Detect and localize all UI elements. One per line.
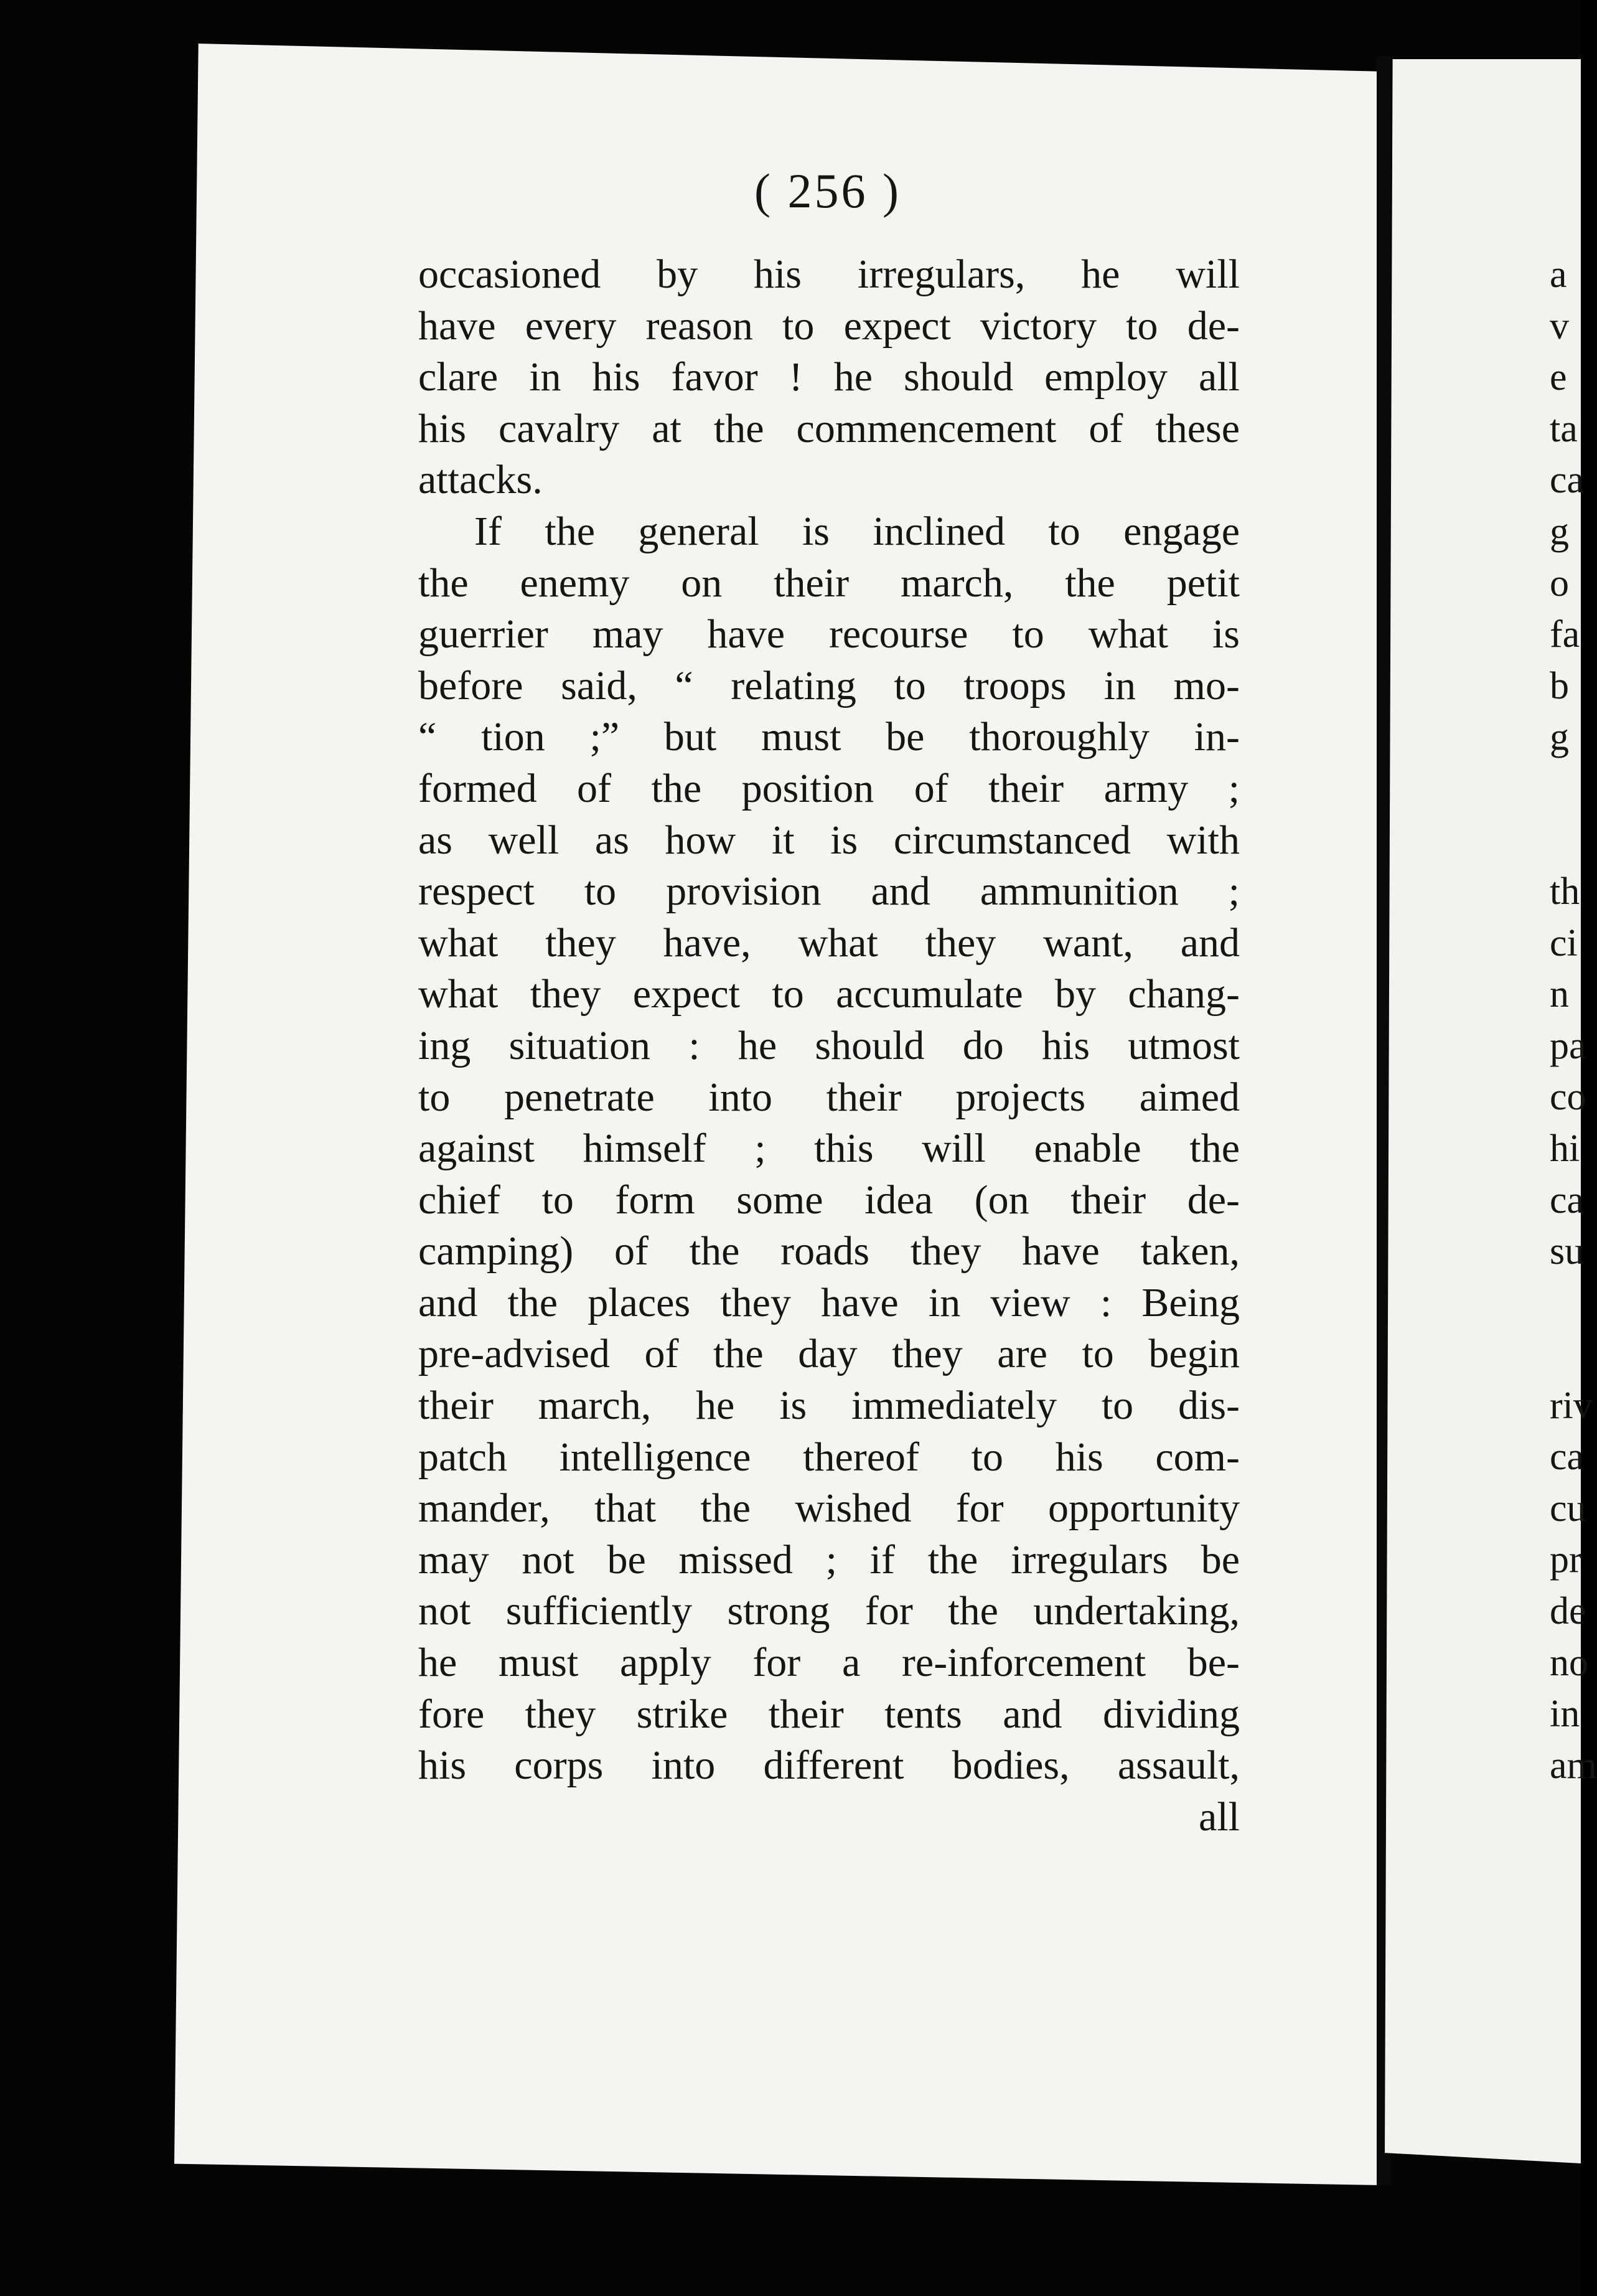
text-line: camping) of the roads they have taken, — [418, 1228, 1240, 1274]
text-line: their march, he is immediately to dis- — [418, 1383, 1240, 1429]
text-line: respect to provision and ammunition ; — [418, 868, 1240, 915]
text-line: to penetrate into their projects aimed — [418, 1074, 1240, 1120]
text-line: clare in his favor ! he should employ all — [418, 354, 1240, 400]
catchword: all — [1199, 1794, 1240, 1840]
text-line: mander, that the wished for opportunity — [418, 1485, 1240, 1531]
text-line: patch intelligence thereof to his com- — [418, 1434, 1240, 1480]
fragment: th — [1550, 870, 1580, 913]
text-line: against himself ; this will enable the — [418, 1126, 1240, 1172]
text-line: his cavalry at the commencement of these — [418, 405, 1240, 451]
fragment: de — [1550, 1590, 1586, 1633]
text-line: may not be missed ; if the irregulars be — [418, 1536, 1240, 1583]
text-line: pre-advised of the day they are to begin — [418, 1331, 1240, 1377]
text-line: he must apply for a re-inforcement be- — [418, 1640, 1240, 1686]
fragment: o — [1550, 562, 1569, 605]
fragment: am — [1550, 1744, 1597, 1787]
fragment: fa — [1550, 613, 1580, 656]
fragment: pr — [1550, 1538, 1582, 1581]
fragment: in — [1550, 1693, 1580, 1736]
fragment: no — [1550, 1641, 1588, 1684]
paragraph-start-line: If the general is inclined to engage — [474, 508, 1240, 554]
text-line: ing situation : he should do his utmost — [418, 1022, 1240, 1068]
fragment: g — [1550, 716, 1569, 759]
text-line: before said, “ relating to troops in mo- — [418, 662, 1240, 708]
fragment: su — [1550, 1230, 1585, 1273]
text-line: attacks. — [418, 457, 543, 503]
fragment: ca — [1550, 1179, 1585, 1221]
fragment: v — [1550, 304, 1569, 347]
text-line: as well as how it is circumstanced with — [418, 817, 1240, 863]
fragment: ca — [1550, 1436, 1585, 1479]
page-number: ( 256 ) — [754, 164, 901, 218]
text-line: fore they strike their tents and dividing — [418, 1691, 1240, 1737]
fragment: e — [1550, 356, 1567, 399]
fragment: n — [1550, 973, 1569, 1016]
fragment: ta — [1550, 407, 1578, 450]
text-line: occasioned by his irregulars, he will — [418, 252, 1240, 297]
text-line: have every reason to expect victory to de- — [418, 303, 1240, 349]
fragment-gap — [1550, 763, 1581, 866]
fragment: ci — [1550, 921, 1578, 964]
text-line: “ tion ;” but must be thoroughly in- — [418, 714, 1240, 760]
fragment: b — [1550, 664, 1569, 707]
fragment: a — [1550, 253, 1567, 296]
fragment: pa — [1550, 1024, 1586, 1067]
fragment: g — [1550, 510, 1569, 553]
text-line: not sufficiently strong for the undertaking, — [418, 1588, 1240, 1634]
right-page-text-fragments — [1550, 249, 1597, 1791]
fragment-gap — [1550, 1277, 1581, 1380]
fragment: hi — [1550, 1127, 1580, 1170]
text-line: chief to form some idea (on their de- — [418, 1177, 1240, 1223]
text-line: what they have, what they want, and — [418, 920, 1240, 966]
text-line: guerrier may have recourse to what is — [418, 611, 1240, 657]
fragment: ca — [1550, 459, 1585, 502]
text-line: his corps into different bodies, assault, — [418, 1743, 1240, 1789]
fragment: riv — [1550, 1384, 1593, 1427]
text-line: the enemy on their march, the petit — [418, 560, 1240, 606]
body-text — [418, 249, 1240, 1843]
text-line: formed of the position of their army ; — [418, 765, 1240, 811]
text-line: what they expect to accumulate by chang- — [418, 971, 1240, 1017]
fragment: cu — [1550, 1487, 1586, 1530]
text-line: and the places they have in view : Being — [418, 1279, 1240, 1325]
fragment: co — [1550, 1076, 1586, 1119]
